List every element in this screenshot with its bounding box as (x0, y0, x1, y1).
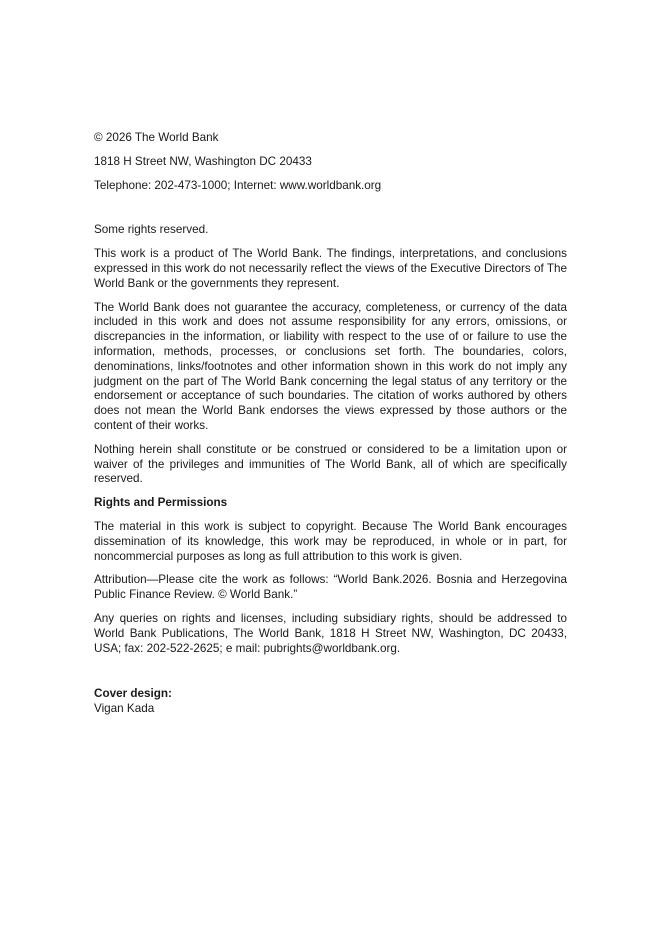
rights-reserved-line: Some rights reserved. (94, 223, 209, 237)
cover-design-heading: Cover design: (94, 687, 172, 701)
copyright-paragraph: The material in this work is subject to copyright. Because The World Bank encourages dissemination of its knowledge, this work may be reproduced, in whole or in part, for noncommercial purposes as long as full attribution to this work is given. (94, 519, 567, 563)
queries-paragraph: Any queries on rights and licenses, including subsidiary rights, should be addressed to World Bank Publications, The World Bank, 1818 H Street NW, Washington, DC 20433, USA; fax: 202-522-2625; e mail: pubrights@worldbank.org. (94, 611, 567, 655)
contact-line: Telephone: 202-473-1000; Internet: www.worldbank.org (94, 178, 382, 192)
copyright-line: © 2026 The World Bank (94, 131, 219, 144)
disclaimer-paragraph: The World Bank does not guarantee the accuracy, completeness, or currency of the data included in this work and does not assume responsibility for any errors, omissions, or discrepancies in the information, or liability with respect to the use of or failure to use the information, methods, processes, or conclusions set forth. The boundaries, colors, denominations, links/footnotes and other information shown in this work do not imply any judgment on the part of The World Bank concerning the legal status of any territory or the endorsement or acceptance of such boundaries. The citation of works authored by others does not mean the World Bank endorses the views expressed by those authors or the content of their works. (94, 300, 567, 432)
immunities-paragraph: Nothing herein shall constitute or be construed or considered to be a limitation upon or waiver of the privileges and immunities of The World Bank, all of which are specifically reserved. (94, 442, 567, 486)
attribution-paragraph: Attribution—Please cite the work as follows: “World Bank.2026. Bosnia and Herzegovina Public Finance Review. © World Bank.” (94, 573, 567, 602)
copyright-page (94, 131, 567, 717)
address-line: 1818 H Street NW, Washington DC 20433 (94, 154, 312, 168)
product-paragraph: This work is a product of The World Bank. The findings, interpretations, and conclusions expressed in this work do not necessarily reflect the views of the Executive Directors of The World Bank or the governments they represent. (94, 247, 567, 290)
rights-permissions-heading: Rights and Permissions (94, 496, 228, 510)
cover-designer-name: Vigan Kada (94, 702, 155, 716)
